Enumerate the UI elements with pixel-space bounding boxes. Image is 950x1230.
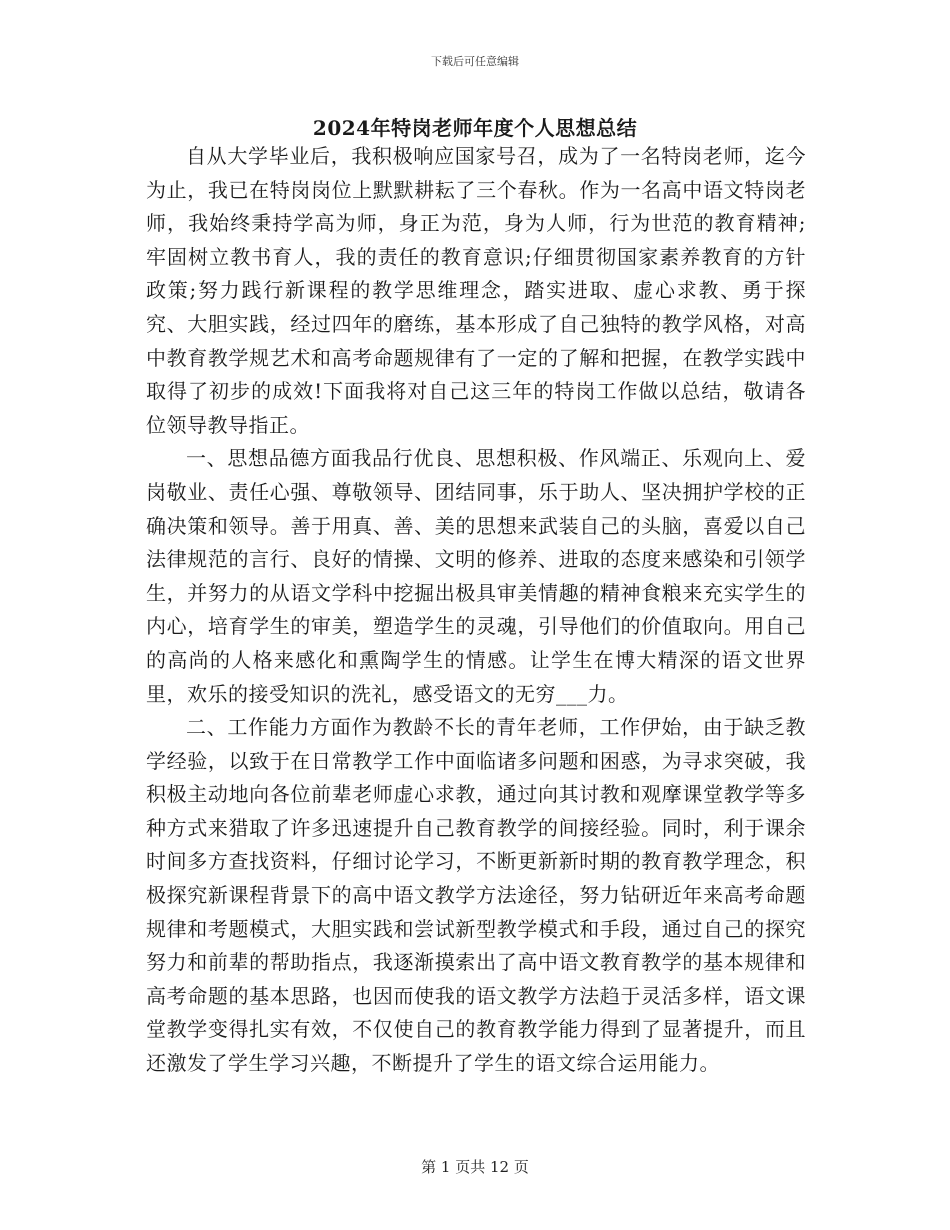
paragraph-intro: 自从大学毕业后，我积极响应国家号召，成为了一名特岗老师，迄今为止，我已在特岗岗位上默默耕耘了三个春秋。作为一名高中语文特岗老师，我始终秉持学高为师，身正为范，身为人师，行为世范的教育精神;牢固树立教书育人，我的责任的教育意识;仔细贯彻国家素养教育的方针政策;努力践行新课程的教学思维理念，踏实进取、虚心求教、勇于探究、大胆实践，经过四年的磨练，基本形成了自己独特的教学风格，对高中教育教学规艺术和高考命题规律有了一定的了解和把握，在教学实践中取得了初步的成效!下面我将对自己这三年的特岗工作做以总结，敬请各位领导教导指正。 xyxy=(146,144,806,437)
header-note: 下载后可任意编辑 xyxy=(431,55,519,68)
page-footer: 第 1 页共 12 页 xyxy=(421,1158,529,1176)
paragraph-work-ability: 二、工作能力方面作为教龄不长的青年老师，工作伊始，由于缺乏教学经验，以致于在日常教学工作中面临诸多问题和困惑，为寻求突破，我积极主动地向各位前辈老师虚心求教，通过向其讨教和观摩课堂教学等多种方式来猎取了许多迅速提升自己教育教学的间接经验。同时，利于课余时间多方查找资料，仔细讨论学习，不断更新新时期的教育教学理念，积极探究新课程背景下的高中语文教学方法途径，努力钻研近年来高考命题规律和考题模式，大胆实践和尝试新型教学模式和手段，通过自己的探究努力和前辈的帮助指点，我逐渐摸索出了高中语文教育教学的基本规律和高考命题的基本思路，也因而使我的语文教学方法趋于灵活多样，语文课堂教学变得扎实有效，不仅使自己的教育教学能力得到了显著提升，而且还激发了学生学习兴趣，不断提升了学生的语文综合运用能力。 xyxy=(146,715,806,1076)
document-body xyxy=(146,140,806,1081)
paragraph-moral-character: 一、思想品德方面我品行优良、思想积极、作风端正、乐观向上、爱岗敬业、责任心强、尊敬领导、团结同事，乐于助人、坚决拥护学校的正确决策和领导。善于用真、善、美的思想来武装自己的头脑，喜爱以自己法律规范的言行、良好的情操、文明的修养、进取的态度来感染和引领学生，并努力的从语文学科中挖掘出极具审美情趣的精神食粮来充实学生的内心，培育学生的审美，塑造学生的灵魂，引导他们的价值取向。用自己的高尚的人格来感化和熏陶学生的情感。让学生在博大精深的语文世界里，欢乐的接受知识的洗礼，感受语文的无穷___力。 xyxy=(146,446,806,706)
document-title: 2024年特岗老师年度个人思想总结 xyxy=(312,116,638,140)
